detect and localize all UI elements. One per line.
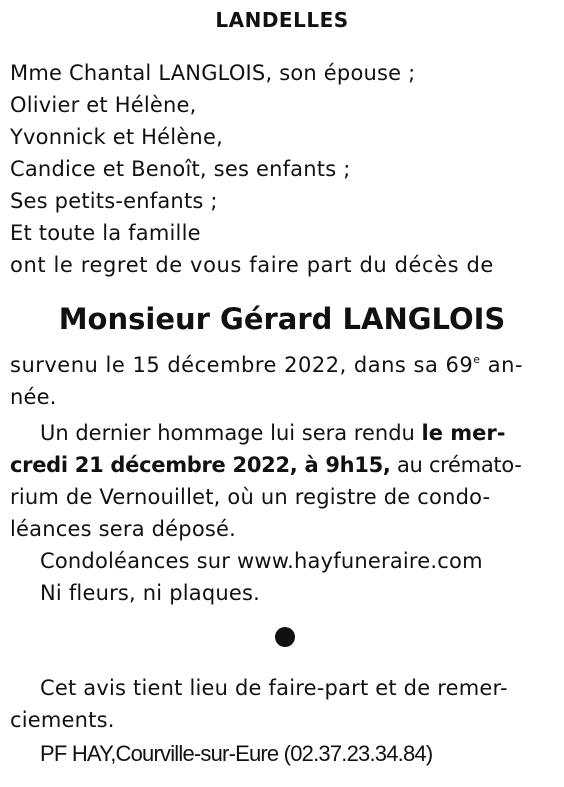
death-date-line-2: née. [10, 385, 57, 409]
separator-bullet [275, 627, 295, 647]
family-line-grandchildren: Ses petits-enfants ; [10, 189, 218, 213]
town-heading: LANDELLES [215, 8, 349, 32]
deceased-name: Monsieur Gérard LANGLOIS [58, 302, 506, 336]
family-line-spouse: Mme Chantal LANGLOIS, son épouse ; [10, 61, 416, 85]
condolences-line: Condoléances sur www.hayfuneraire.com [40, 549, 483, 573]
ordinal-suffix: e [473, 353, 481, 366]
flowers-line: Ni fleurs, ni plaques. [40, 581, 261, 605]
ceremony-day-start: le mer- [421, 421, 506, 445]
death-date-text: survenu le 15 décembre 2022, dans sa 69 [10, 353, 474, 377]
death-date-line [10, 352, 523, 378]
family-line-family: Et toute la famille [10, 221, 201, 245]
closing-line-2: ciements. [10, 708, 115, 732]
funeral-home-contact: PF HAY,Courville-sur-Eure (02.37.23.34.84) [40, 741, 433, 766]
ceremony-intro: Un dernier hommage lui sera rendu [40, 421, 422, 445]
ceremony-datetime: credi 21 décembre 2022, à 9h15, [10, 453, 391, 477]
family-line-child-2: Yvonnick et Hélène, [10, 125, 223, 149]
ceremony-line-2 [10, 452, 522, 478]
family-line-child-1: Olivier et Hélène, [10, 93, 197, 117]
ceremony-place-start: au crémato- [390, 453, 522, 477]
closing-line-1: Cet avis tient lieu de faire-part et de remer- [40, 676, 508, 700]
ceremony-line-3: rium de Vernouillet, où un registre de condo- [10, 485, 491, 509]
announcement-line: ont le regret de vous faire part du décès de [10, 253, 494, 277]
ceremony-line-1 [40, 420, 505, 446]
family-line-child-3: Candice et Benoît, ses enfants ; [10, 157, 351, 181]
death-date-hyphenated: an- [480, 353, 523, 377]
ceremony-line-4: léances sera déposé. [10, 517, 237, 541]
